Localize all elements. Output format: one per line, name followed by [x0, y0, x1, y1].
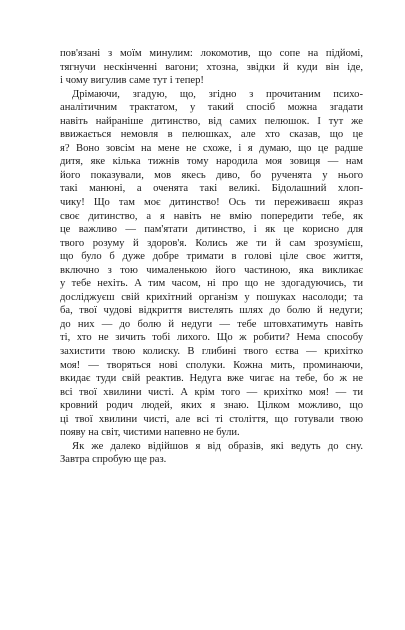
- text-line: Завтра спробую ще раз.: [60, 454, 167, 466]
- text-line: включно з тою чималенькою його частиною, яка викликає: [60, 264, 363, 276]
- text-line: захистити твою колиску. В глибині твого єства — крихітко: [60, 346, 363, 358]
- text-line: такі манюні, а оченята такі великі. Бідолашний хлоп-: [60, 183, 363, 195]
- paragraph-continuation: [60, 47, 363, 88]
- text-line: я? Воно зовсім на мене не схоже, і я думаю, що це радше: [60, 142, 363, 154]
- text-line: тягнучи нескінченні вагони; хтозна, звідки й куди він іде,: [60, 61, 363, 73]
- text-line: до них — до болю й недуги — тебе штовхатимуть навіть: [60, 318, 363, 330]
- text-line: досліджуєш свій крихітний організм у пошуках насолоди; та: [60, 291, 363, 303]
- text-line: навіть найраніше дитинство, від самих пелюшок. І тут же: [60, 115, 363, 127]
- text-line: його показували, мов якесь диво, бо рученята у нього: [60, 169, 363, 181]
- paragraph-closing: [60, 440, 363, 467]
- text-line: чику! Що там моє дитинство! Ось ти переживаєш якраз: [60, 197, 363, 209]
- text-line: дитя, яке кілька тижнів тому народила моя зовиця — нам: [60, 156, 363, 168]
- text-line: що було б дуже добре тримати в голові ціле своє життя,: [60, 251, 363, 263]
- text-line: ввижається немовля в пелюшках, але хто сказав, що це: [60, 129, 363, 141]
- text-line: кровний родич людей, яких я знаю. Цілком можливо, що: [60, 400, 363, 412]
- text-line: Дрімаючи, згадую, що, згідно з прочитаним психо-: [72, 88, 363, 100]
- text-line: пов'язані з моїм минулим: локомотив, що сопе на підйомі,: [60, 48, 363, 59]
- text-line: твого розуму й здоров'я. Колись же ти й сам зрозумієш,: [60, 237, 363, 249]
- paragraph-dozing: [60, 88, 363, 440]
- text-line: вкидає туди свій реактив. Недуга вже чигає на тебе, бо ж не: [60, 373, 363, 385]
- text-line: Як же далеко відійшов я від образів, які ведуть до сну.: [72, 440, 363, 452]
- text-line: ці твої хвилини чисті, але всі ті століття, що готували твою: [60, 413, 363, 425]
- book-page-text: [60, 47, 363, 467]
- text-line: всі твої хвилини чисті. А крім того — крихітко моя! — ти: [60, 386, 363, 398]
- text-line: у тебе нехіть. А тим часом, ні про що не здогадуючись, ти: [60, 278, 363, 290]
- text-line: це важливо — пам'ятати дитинство, і як це корисно для: [60, 224, 363, 236]
- text-line: своє дитинство, а я навіть не вмію попередити тебе, як: [60, 210, 363, 222]
- text-line: аналітичним трактатом, у такий спосіб можна згадати: [60, 102, 363, 114]
- text-line: ті, хто не зичить тобі лихого. Що ж робити? Нема способу: [60, 332, 363, 344]
- text-line: моя! — творяться нові сполуки. Кожна мить, проминаючи,: [60, 359, 363, 371]
- text-line: ба, твої чудові відкриття вистелять шлях до болю й недуги;: [60, 305, 363, 317]
- text-line: появу на світ, чистими напевно не були.: [60, 427, 240, 439]
- text-line: і чому вигулив саме тут і тепер!: [60, 75, 204, 87]
